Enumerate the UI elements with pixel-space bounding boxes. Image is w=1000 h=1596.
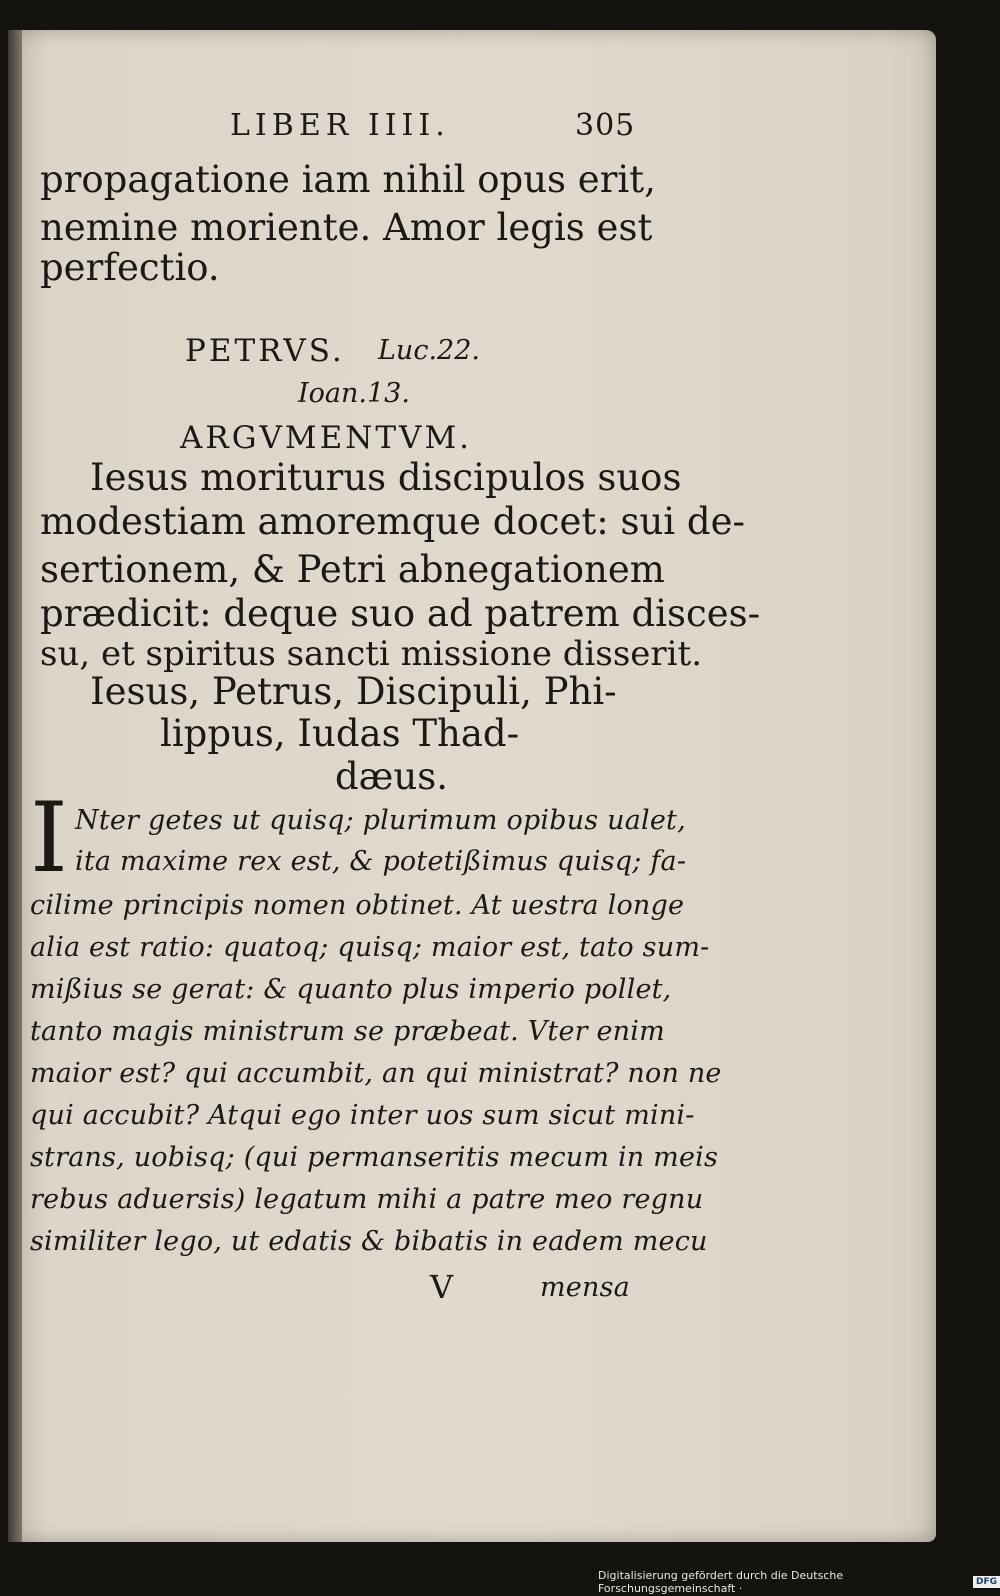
section-title: PETRVS. <box>185 333 345 369</box>
body-line-6: tanto magis ministrum se præbeat. Vter enim <box>30 1016 665 1047</box>
digitization-credit <box>598 1569 1000 1595</box>
argument-title: ARGVMENTVM. <box>180 420 473 456</box>
intro-line-2: nemine moriente. Amor legis est <box>40 206 653 249</box>
argument-line-2: modestiam amoremque docet: sui de- <box>40 500 745 543</box>
argument-line-1: Iesus moriturus discipulos suos <box>90 456 682 499</box>
reference-john: Ioan.13. <box>298 378 410 409</box>
page-gutter <box>8 30 22 1542</box>
body-line-3: cilime principis nomen obtinet. At uestra longe <box>30 890 685 921</box>
drop-cap-initial: I <box>30 782 68 894</box>
persons-line-2: lippus, Iudas Thad- <box>160 712 520 755</box>
body-line-11: similiter lego, ut edatis & bibatis in eadem mecu <box>30 1226 708 1257</box>
page-number: 305 <box>575 108 636 143</box>
intro-line-1: propagatione iam nihil opus erit, <box>40 158 656 201</box>
intro-line-3: perfectio. <box>40 246 220 289</box>
persons-line-1: Iesus, Petrus, Discipuli, Phi- <box>90 670 617 713</box>
reference-luke: Luc.22. <box>378 335 480 366</box>
body-line-7: maior est? qui accumbit, an qui ministrat? non ne <box>30 1058 722 1089</box>
dfg-logo-icon: DFG <box>973 1576 1000 1588</box>
signature-mark: V <box>430 1268 454 1306</box>
running-head: LIBER IIII. <box>230 108 450 143</box>
body-line-9: strans, uobisq; (qui permanseritis mecum in meis <box>30 1142 719 1173</box>
body-line-10: rebus aduersis) legatum mihi a patre meo regnu <box>30 1184 704 1215</box>
credit-text: Digitalisierung gefördert durch die Deutsche Forschungsgemeinschaft · <box>598 1569 844 1595</box>
persons-line-3: dæus. <box>335 755 449 798</box>
argument-line-5: su, et spiritus sancti missione disserit. <box>40 634 703 674</box>
body-line-4: alia est ratio: quatoq; quisq; maior est, tato sum- <box>30 932 710 963</box>
catchword: mensa <box>540 1272 630 1303</box>
body-line-2: ita maxime rex est, & potetißimus quisq; fa- <box>75 846 687 877</box>
argument-line-4: prædicit: deque suo ad patrem disces- <box>40 592 761 635</box>
argument-line-3: sertionem, & Petri abnegationem <box>40 548 665 591</box>
body-line-5: mißius se gerat: & quanto plus imperio pollet, <box>30 974 672 1005</box>
body-line-1: Nter getes ut quisq; plurimum opibus ualet, <box>75 805 686 836</box>
body-line-8: qui accubit? Atqui ego inter uos sum sicut mini- <box>30 1100 695 1131</box>
